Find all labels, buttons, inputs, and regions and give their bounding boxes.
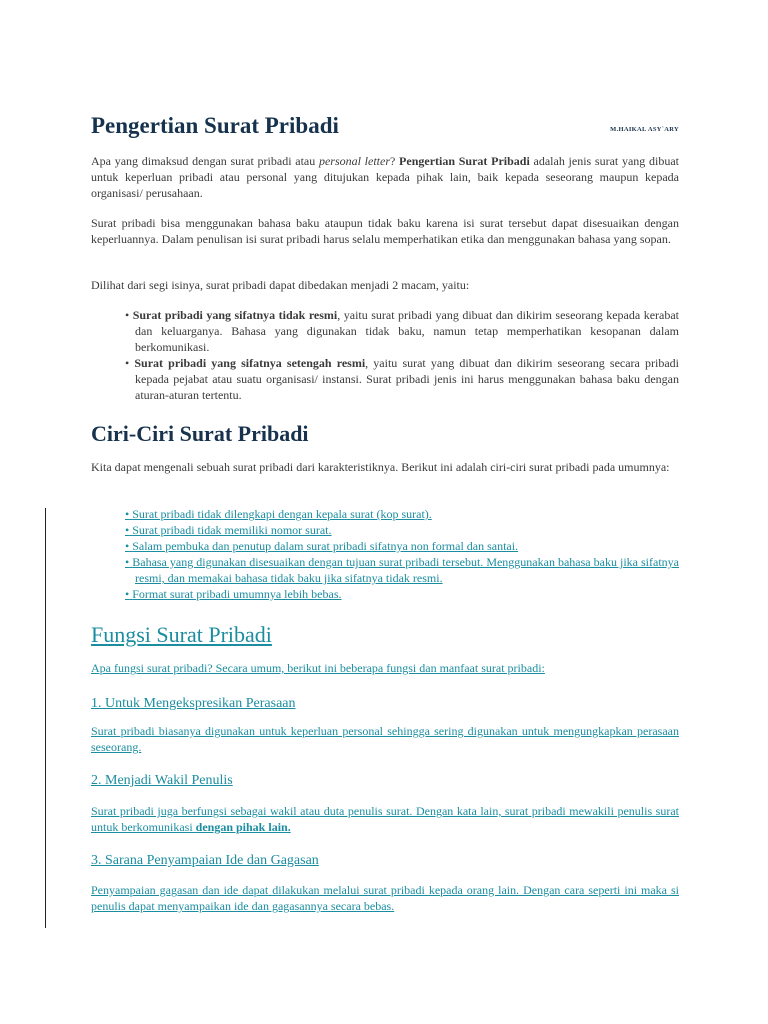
fungsi-item-2-body: [91, 803, 679, 835]
item-bold: Surat pribadi yang sifatnya tidak resmi: [132, 308, 338, 322]
item-bold: Surat pribadi yang sifatnya setengah resmi: [134, 356, 366, 370]
intro-text-2: ?: [390, 154, 400, 168]
fungsi-item-1-body: [91, 723, 679, 755]
intro-paragraph: [91, 153, 679, 201]
list-item[interactable]: [91, 538, 679, 554]
fungsi-item-2: [91, 773, 679, 789]
item-text: , yaitu surat pribadi yang dibuat dan dikirim seseorang kepada kerabat dan keluarganya. Bahasa yang digunakan tidak baku, namun tetap memperhatikan kesopanan dalam berkomunikasi.: [135, 308, 679, 354]
intro-italic: personal letter: [318, 154, 390, 168]
fungsi-item-3-body: [91, 882, 679, 914]
fungsi-text-3-body[interactable]: Penyampaian gagasan dan ide dapat dilakukan melalui surat pribadi kepada orang lain. Dengan cara seperti ini maka si penulis dapat menyampaikan ide dan gagasannya secara bebas.: [91, 883, 679, 913]
paragraph-3-text: Dilihat dari segi isinya, surat pribadi dapat dibedakan menjadi 2 macam, yaitu:: [91, 278, 470, 292]
item-link[interactable]: Format surat pribadi umumnya lebih bebas.: [132, 587, 342, 601]
list-item[interactable]: [91, 554, 679, 586]
bullet-icon: •: [125, 587, 130, 601]
intro-text-3: adalah jenis surat yang dibuat untuk keperluan pribadi atau personal yang ditujukan kepada pihak lain, baik kepada seseorang maupun kepada organisasi/ perusahaan.: [91, 154, 680, 200]
ciri-intro: [91, 459, 679, 475]
types-list: [91, 307, 679, 403]
fungsi-subheading-2[interactable]: 2. Menjadi Wakil Penulis: [91, 773, 233, 788]
fungsi-subheading-3[interactable]: 3. Sarana Penyampaian Ide dan Gagasan: [91, 853, 319, 868]
intro-text-1: Apa yang dimaksud dengan surat pribadi atau: [91, 154, 319, 168]
paragraph-2: [91, 215, 679, 247]
bullet-icon: •: [125, 507, 130, 521]
fungsi-text-2-bold[interactable]: dengan pihak lain.: [195, 820, 291, 834]
list-item[interactable]: [91, 522, 679, 538]
list-item[interactable]: [91, 586, 679, 602]
page-title: Pengertian Surat Pribadi: [91, 113, 339, 138]
list-item: [91, 355, 679, 403]
bullet-icon: •: [125, 356, 130, 370]
paragraph-3: [91, 277, 679, 293]
title-row: [91, 113, 679, 143]
fungsi-text-1[interactable]: [91, 723, 679, 755]
item-text: , yaitu surat yang dibuat dan dikirim seseorang secara pribadi kepada pejabat atau suatu organisasi/ instansi. Surat pribadi jenis ini harus menggunakan bahasa baku dengan aturan-aturan tertentu.: [135, 356, 679, 402]
fungsi-subheading-1[interactable]: 1. Untuk Mengekspresikan Perasaan: [91, 696, 296, 711]
list-item: [91, 307, 679, 355]
fungsi-text-2-body[interactable]: Surat pribadi juga berfungsi sebagai wakil atau duta penulis surat. Dengan kata lain, surat pribadi mewakili penulis surat untuk berkomunikasi: [91, 804, 679, 834]
author-name: M.HAIKAL ASY`ARY: [610, 126, 679, 133]
item-link[interactable]: Surat pribadi tidak dilengkapi dengan kepala surat (kop surat).: [132, 507, 432, 521]
margin-line: [45, 508, 46, 928]
list-item[interactable]: [91, 506, 679, 522]
fungsi-heading-block: [91, 622, 679, 648]
bullet-icon: •: [125, 539, 130, 553]
item-link[interactable]: Salam pembuka dan penutup dalam surat pribadi sifatnya non formal dan santai.: [132, 539, 519, 553]
paragraph-2-text: Surat pribadi bisa menggunakan bahasa baku ataupun tidak baku karena isi surat tersebut dapat disesuaikan dengan keperluannya. Dalam penulisan isi surat pribadi harus selalu memperhatikan etika dan menggunakan bahasa yang sopan.: [91, 216, 679, 246]
item-link[interactable]: Surat pribadi tidak memiliki nomor surat.: [132, 523, 332, 537]
fungsi-intro-link[interactable]: Apa fungsi surat pribadi? Secara umum, berikut ini beberapa fungsi dan manfaat surat pribadi:: [91, 661, 545, 675]
item-link[interactable]: Bahasa yang digunakan disesuaikan dengan tujuan surat pribadi tersebut. Menggunakan bahasa baku jika sifatnya resmi, dan memakai bahasa tidak baku jika sifatnya tidak resmi.: [132, 555, 679, 585]
bullet-icon: •: [125, 308, 130, 322]
bullet-icon: •: [125, 555, 130, 569]
bullet-icon: •: [125, 523, 130, 537]
intro-bold: Pengertian Surat Pribadi: [399, 154, 530, 168]
ciri-list: [91, 506, 679, 602]
ciri-heading-block: [91, 421, 679, 447]
fungsi-text-2[interactable]: [91, 803, 679, 835]
fungsi-item-1: [91, 696, 679, 712]
fungsi-text-3[interactable]: [91, 882, 679, 914]
fungsi-text-1-body[interactable]: Surat pribadi biasanya digunakan untuk keperluan personal sehingga sering digunakan untuk mengungkapkan perasaan seseorang.: [91, 724, 679, 754]
section-heading-ciri: Ciri-Ciri Surat Pribadi: [91, 421, 309, 446]
section-heading-fungsi[interactable]: Fungsi Surat Pribadi: [91, 622, 272, 647]
ciri-intro-text: Kita dapat mengenali sebuah surat pribadi dari karakteristiknya. Berikut ini adalah ciri-ciri surat pribadi pada umumnya:: [91, 460, 670, 474]
fungsi-item-3: [91, 853, 679, 869]
fungsi-intro: [91, 660, 679, 676]
